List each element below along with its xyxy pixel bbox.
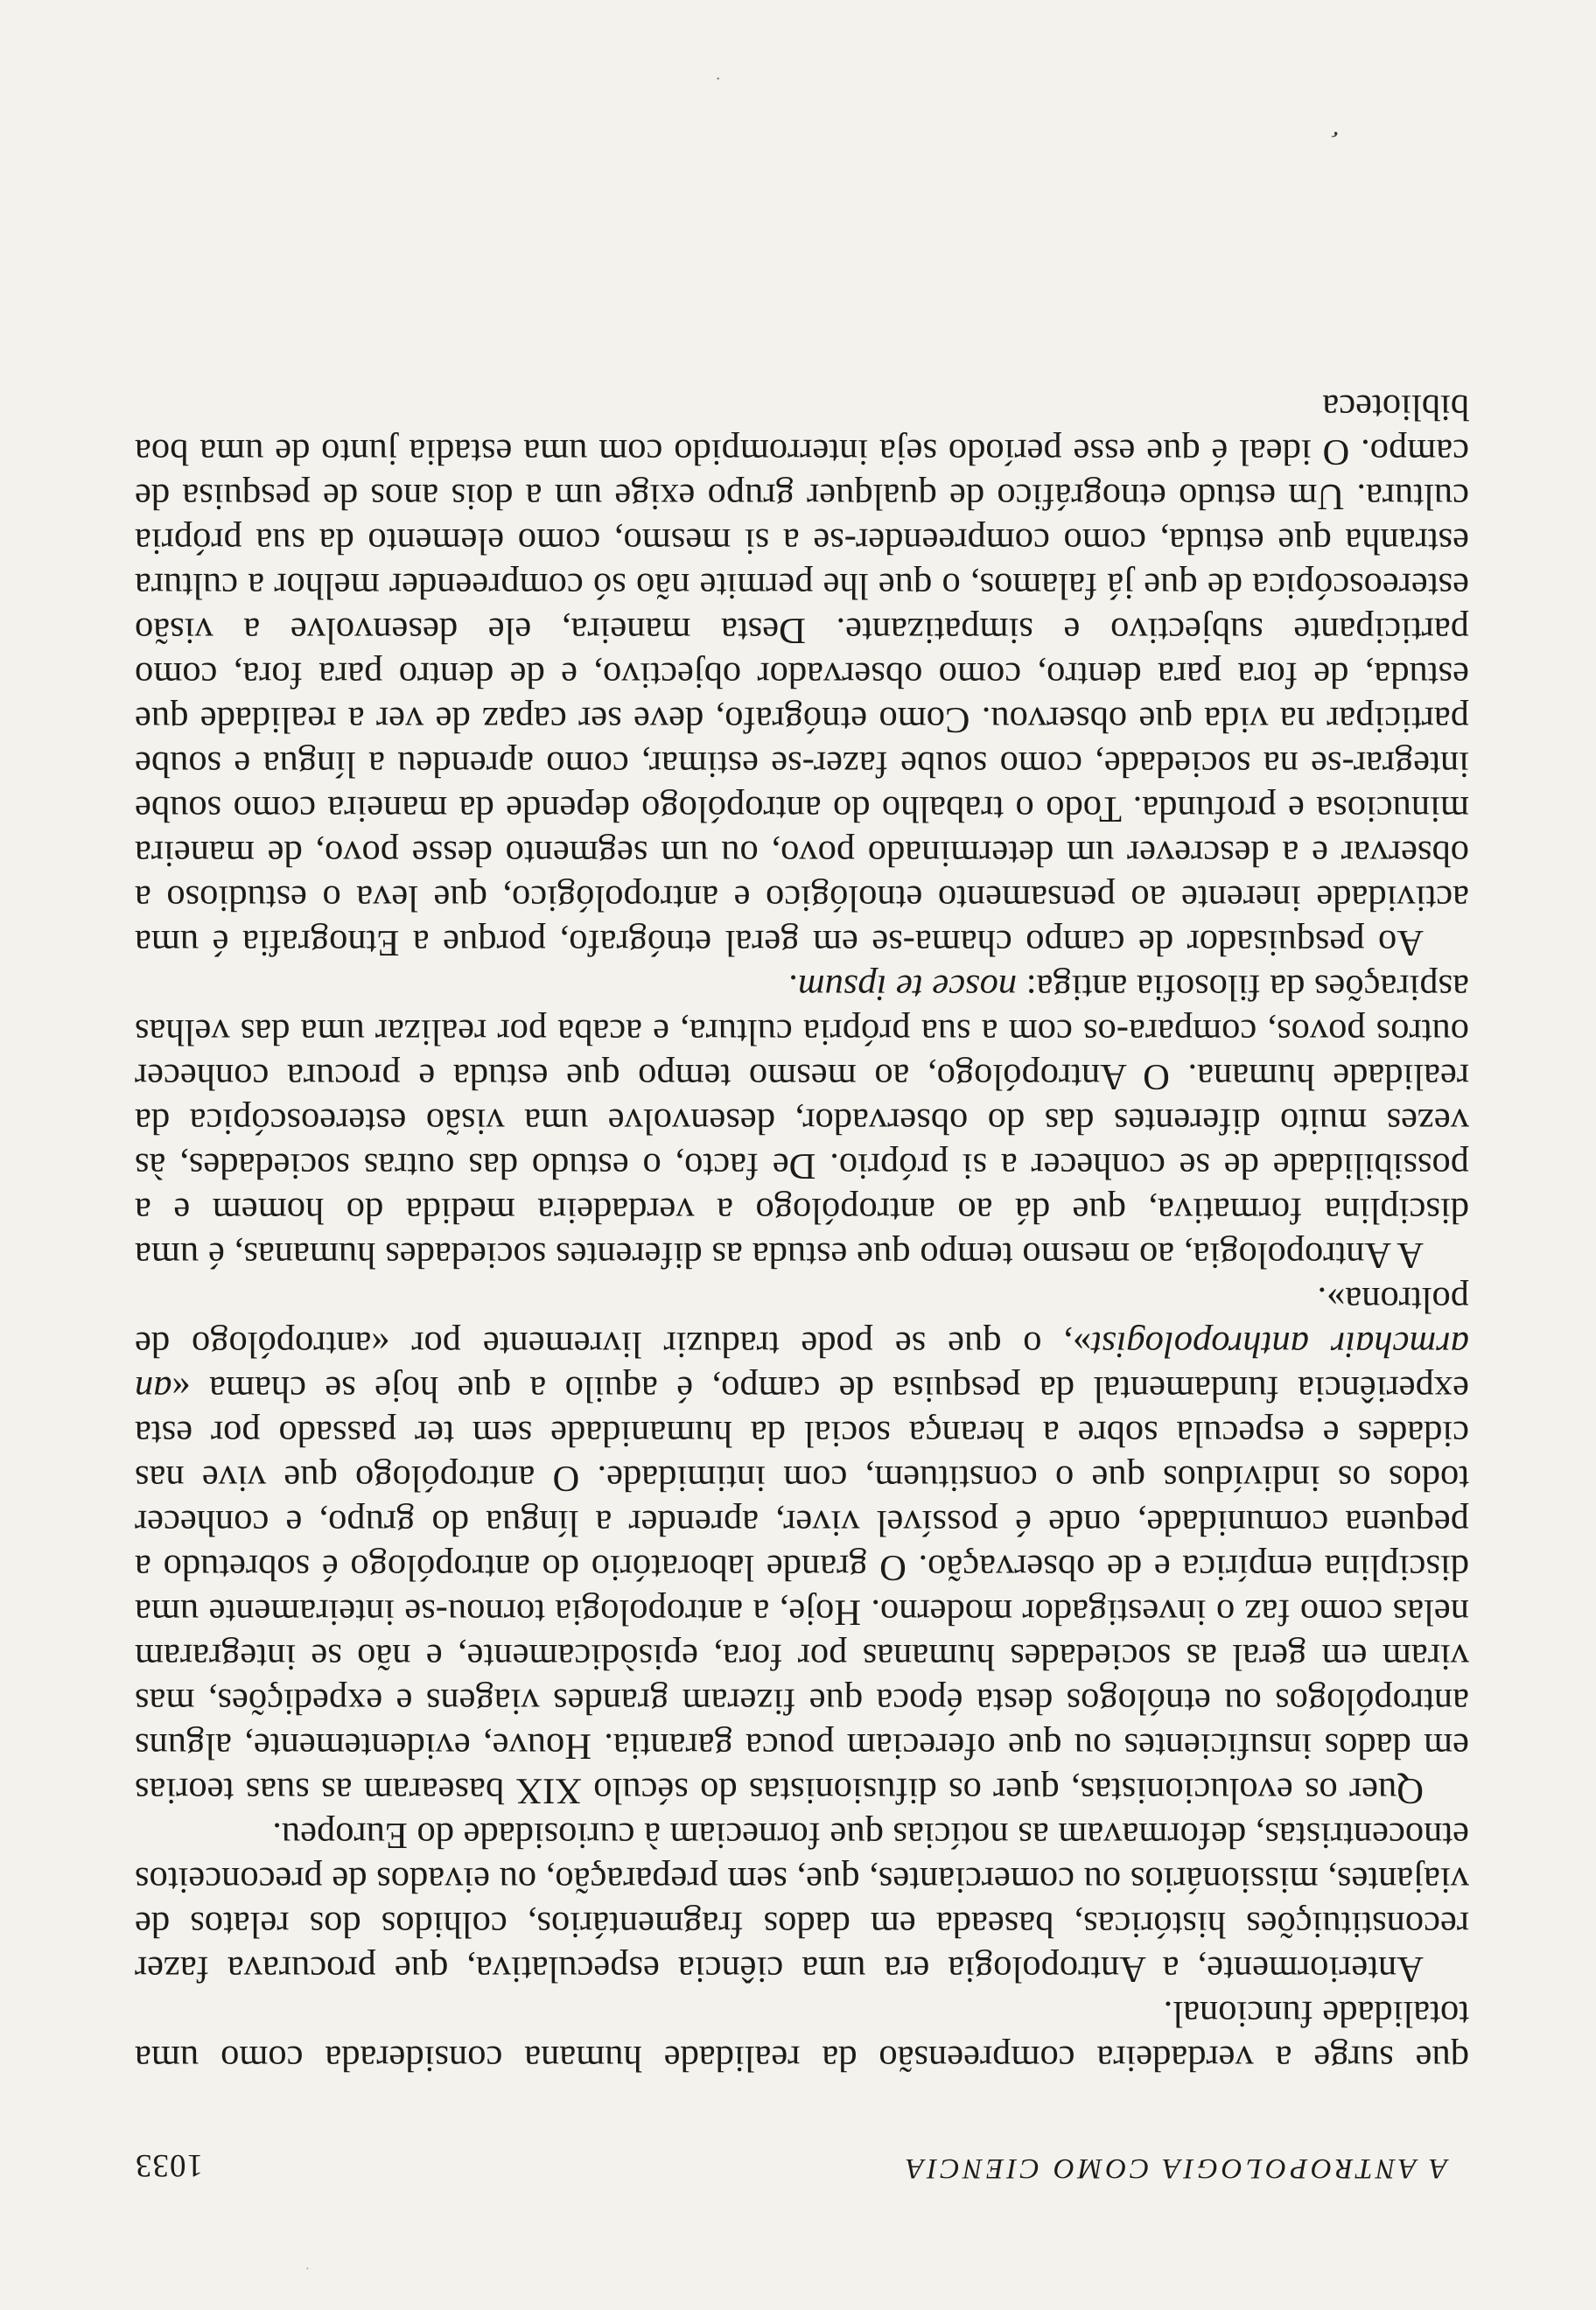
page-number: 1033 xyxy=(135,2147,203,2183)
paragraph-continuation xyxy=(135,1992,1469,2081)
paragraph xyxy=(135,965,1469,1278)
pencil-mark: ‘ xyxy=(1326,115,1349,145)
paragraph xyxy=(135,1278,1469,1813)
italic-phrase: an armchair anthropologist xyxy=(135,1324,1469,1410)
dust-speck: · xyxy=(715,68,721,88)
paragraph xyxy=(135,1813,1469,1992)
paragraph-text: A Antropologia, ao mesmo tempo que estuda as diferentes sociedades humanas, é uma disciplina formativa, que dá ao antropólogo a verdadeira medida do homem e a possibilidade de se conhecer a si próprio. De facto, o estudo das outras sociedades, às vezes muito diferentes das do observador, desenvolve uma visão estereoscópica da realidade humana. O Antropólogo, ao mesmo tempo que estuda e procura conhecer outros povos, compara-os com a sua própria cultura, e acaba por realizar uma das velhas aspirações da filosofia antiga: xyxy=(135,967,1469,1276)
paragraph-text: Anteriormente, a Antropologia era uma ciência especulativa, que procurava fazer reconstituições históricas, baseada em dados fragmentários, colhidos dos relatos de viajantes, missionários ou comerciantes, que, sem preparação, ou eivados de preconceitos etnocentristas, deformavam as notícias que forneciam à curiosidade do Europeu. xyxy=(135,1815,1469,1990)
paragraph-text: que surge a verdadeira compreensão da realidade humana considerada como uma totalidade funcional. xyxy=(135,1993,1469,2079)
dust-speck: · xyxy=(304,2260,310,2275)
italic-phrase: nosce te ipsum xyxy=(797,967,1018,1008)
page-header xyxy=(135,2132,1447,2184)
paragraph-text: », o que se pode traduzir livremente por «antropólogo de poltrona». xyxy=(135,1279,1469,1365)
paragraph-text: Quer os evolucionistas, quer os difusionistas do século XIX basearam as suas teorias em dados insuficientes ou que ofereciam pouca garantia. Houve, evidentemente, alguns antropólogos ou etnólogos desta época que fizeram grandes viagens e expedições, mas viram em geral as sociedades humanas por fora, episòdicamente, e não se integraram nelas como faz o investigador moderno. Hoje, a antropologia tornou-se inteiramente uma disciplina empírica e de observação. O grande laboratório do antropólogo é sobretudo a pequena comunidade, onde é possível viver, aprender a língua do grupo, e conhecer todos os indivíduos que o constituem, com intimidade. O antropólogo que vive nas cidades e especula sobre a herança social da humanidade sem ter passado por esta experiência fundamental da pesquisa de campo, é aquilo a que hoje se chama « xyxy=(135,1368,1469,1811)
paragraph-text: . xyxy=(788,967,798,1008)
paragraph xyxy=(135,385,1469,965)
paragraph-text: Ao pesquisador de campo chama-se em geral etnógrafo, porque a Etnografia é uma actividade inerente ao pensamento etnológico e antropológico, que leva o estudioso a observar e a descrever um determinado povo, ou um segmento desse povo, de maneira minuciosa e profunda. Todo o trabalho do antropólogo depende da maneira como soube integrar-se na sociedade, como soube fazer-se estimar, como aprendeu a língua e soube participar na vida que observou. Como etnógrafo, deve ser capaz de ver a realidade que estuda, de fora para dentro, como observador objectivo, e de dentro para fora, como participante subjectivo e simpatizante. Desta maneira, ele desenvolve a visão estereoscópica de que já falamos, o que lhe permite não só compreender melhor a cultura estranha que estuda, como compreender-se a si mesmo, como elemento da sua própria cultura. Um estudo etnográfico de qualquer grupo exige um a dois anos de pesquisa de campo. O ideal é que esse período seja interrompido com uma estadia junto de uma boa biblioteca xyxy=(135,387,1469,963)
running-head: A ANTROPOLOGIA COMO CIENCIA xyxy=(902,2152,1447,2184)
body-text xyxy=(135,385,1469,2081)
